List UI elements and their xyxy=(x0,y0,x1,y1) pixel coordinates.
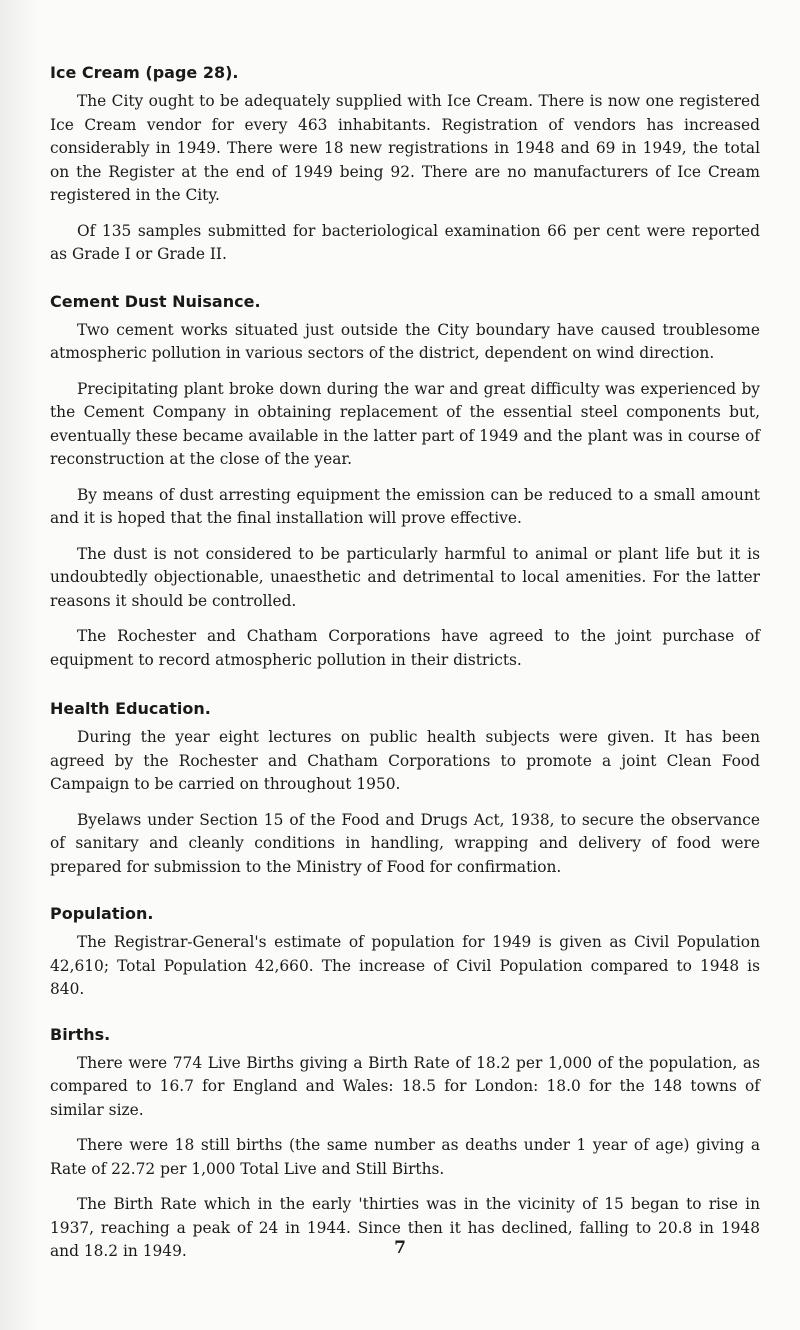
section-heading: Cement Dust Nuisance. xyxy=(50,291,261,311)
paragraph: By means of dust arresting equipment the emission can be reduced to a small amount and it is hoped that the final installation will prove effective. xyxy=(50,485,760,527)
section-health-education xyxy=(50,698,760,879)
section-heading: Health Education. xyxy=(50,699,211,718)
paragraph: Byelaws under Section 15 of the Food and Drugs Act, 1938, to secure the observance of sanitary and cleanly conditions in handling, wrapping and delivery of food were prepared for submission to the Ministry of Food for confirmation. xyxy=(50,810,760,876)
paragraph: The Birth Rate which in the early 'thirties was in the vicinity of 15 began to rise in 1937, reaching a peak of 24 in 1944. Since then it has declined, falling to 20.8 in 1948 and 18.2 in 1949. xyxy=(50,1195,760,1260)
paragraph: The Registrar-General's estimate of population for 1949 is given as Civil Population 42,610; Total Population 42,660. The increase of Civil Population compared to 1948 is 840. xyxy=(50,933,760,998)
paragraph: During the year eight lectures on public health subjects were given. It has been agreed by the Rochester and Chatham Corporations to promote a joint Clean Food Campaign to be carried on throughout 1950. xyxy=(50,728,760,793)
paragraph: The City ought to be adequately supplied with Ice Cream. There is now one registered Ice Cream vendor for every 463 inhabitants. Registration of vendors has increased considerably in 1949. There were 18 new registrations in 1948 and 69 in 1949, the total on the Register at the end of 1949 being 92. There are no manufacturers of Ice Cream registered in the City. xyxy=(50,92,760,204)
section-ice-cream xyxy=(50,62,760,267)
section-heading: Ice Cream (page 28). xyxy=(50,63,239,82)
page-body xyxy=(50,62,760,1264)
section-heading: Population. xyxy=(50,904,154,923)
paragraph: Two cement works situated just outside the City boundary have caused troublesome atmospheric pollution in various sectors of the district, dependent on wind direction. xyxy=(50,320,760,362)
paragraph: There were 18 still births (the same number as deaths under 1 year of age) giving a Rate of 22.72 per 1,000 Total Live and Still Births. xyxy=(50,1136,760,1178)
paragraph: Of 135 samples submitted for bacteriological examination 66 per cent were reported as Grade I or Grade II. xyxy=(50,221,760,263)
section-population xyxy=(50,903,760,1002)
paragraph: There were 774 Live Births giving a Birth Rate of 18.2 per 1,000 of the population, as compared to 16.7 for England and Wales: 18.5 for London: 18.0 for the 148 towns of similar size. xyxy=(50,1053,760,1119)
section-heading: Births. xyxy=(50,1024,111,1044)
paragraph: The dust is not considered to be particularly harmful to animal or plant life but it is undoubtedly objectionable, unaesthetic and detrimental to local amenities. For the latter reasons it should be controlled. xyxy=(50,544,760,610)
paragraph: Precipitating plant broke down during the war and great difficulty was experienced by the Cement Company in obtaining replacement of the essential steel components but, eventually these became available in the latter part of 1949 and the plant was in course of reconstruction at the close of the year. xyxy=(50,379,760,468)
paragraph: The Rochester and Chatham Corporations have agreed to the joint purchase of equipment to record atmospheric pollution in their districts. xyxy=(50,627,760,669)
page-number: 7 xyxy=(394,1238,406,1258)
section-births xyxy=(50,1024,760,1264)
section-cement-dust xyxy=(50,291,760,673)
